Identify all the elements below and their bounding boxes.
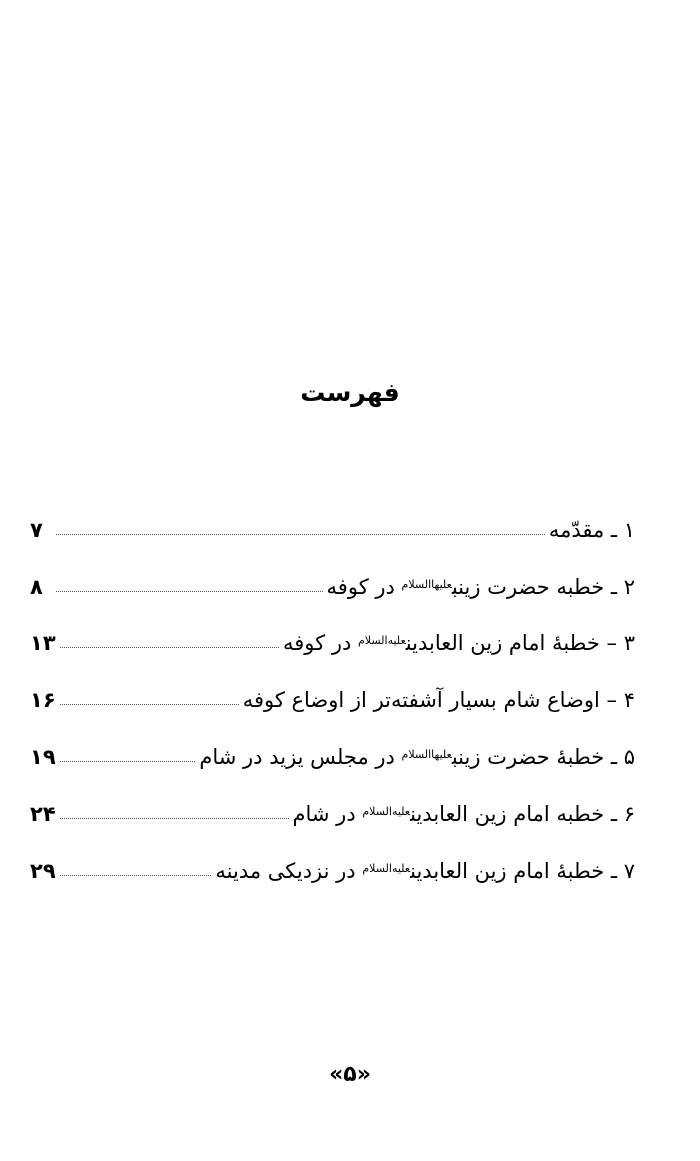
toc-entry[interactable]	[30, 720, 635, 777]
toc-entry-page: ۷	[30, 517, 43, 542]
honorific: عليه‌السلام	[362, 861, 411, 875]
toc-entry[interactable]	[30, 607, 635, 664]
honorific: عليه‌السلام	[362, 804, 411, 818]
toc-entry-title-suffix: در نزدیکی مدینه	[215, 858, 363, 883]
toc-entry-title	[215, 859, 635, 883]
dot-leader	[60, 818, 289, 819]
toc-entry-title-text: ۷ ـ خطبهٔ امام زین العابدین	[410, 858, 635, 883]
toc-entry-page: ۱۳	[30, 631, 56, 656]
toc-entry-title	[283, 631, 635, 655]
toc-entry-title	[327, 575, 635, 599]
toc-entry-title-suffix: در کوفه	[283, 631, 358, 656]
toc-entry-page: ۲۴	[30, 801, 56, 826]
toc-entry-page: ۱۹	[30, 744, 56, 769]
toc-entry-title-text: ۶ ـ خطبه امام زین العابدین	[410, 801, 635, 826]
dot-leader	[56, 534, 545, 535]
toc-entry-page: ۸	[30, 574, 43, 599]
toc-entry[interactable]	[30, 834, 635, 891]
toc-entry[interactable]	[30, 777, 635, 834]
toc-entry-title-suffix: در مجلس یزید در شام	[199, 744, 402, 769]
toc-entry-title-suffix: در کوفه	[326, 574, 402, 599]
page-number: «۵»	[329, 1062, 371, 1087]
dot-leader	[60, 647, 279, 648]
dot-leader	[60, 761, 196, 762]
toc-entry-title-text: ۱ ـ مقدّمه	[548, 517, 635, 542]
honorific: عليهاالسلام	[401, 577, 452, 591]
dot-leader	[60, 704, 239, 705]
toc-entry-title	[293, 802, 636, 826]
toc-entry-title-text: ۲ ـ خطبه حضرت زینب	[451, 574, 635, 599]
toc-entry-title-text: ۴ – اوضاع شام بسیار آشفته‌تر از اوضاع کوفه	[242, 688, 635, 713]
toc-entry[interactable]	[30, 493, 635, 550]
toc-entry-page: ۱۶	[30, 688, 56, 713]
toc-entry-title-text: ۵ ـ خطبهٔ حضرت زینب	[451, 744, 635, 769]
toc-entry[interactable]	[30, 663, 635, 720]
honorific: عليهاالسلام	[401, 747, 452, 761]
toc-entry-page: ۲۹	[30, 858, 56, 883]
table-of-contents	[30, 493, 635, 891]
toc-entry-title-text: ۳ – خطبهٔ امام زین العابدین	[405, 631, 635, 656]
toc-entry-title	[199, 745, 635, 769]
dot-leader	[56, 591, 323, 592]
toc-entry-title	[549, 518, 635, 542]
toc-entry[interactable]	[30, 550, 635, 607]
honorific: عليه‌السلام	[358, 634, 406, 648]
toc-entry-title-suffix: در شام	[292, 801, 363, 826]
toc-entry-title	[243, 688, 635, 712]
dot-leader	[60, 875, 212, 876]
page-title: فهرست	[300, 378, 400, 407]
